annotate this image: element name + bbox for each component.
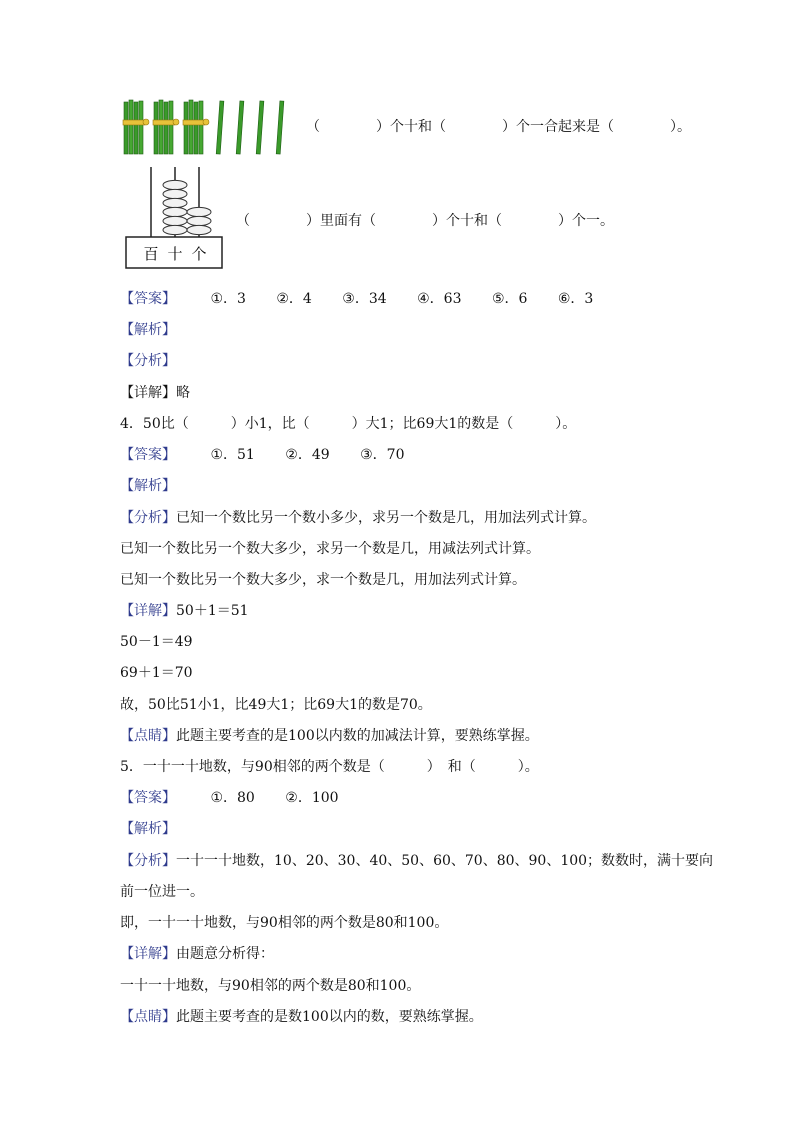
xiangjie-tag: 【详解】 <box>120 946 176 962</box>
q5-jiexi: 【解析】 <box>120 821 176 837</box>
answer-tag: 【答案】 <box>120 790 176 806</box>
q4-fenxi-line3: 已知一个数比另一个数大多少，求一个数是几，用加法列式计算。 <box>120 572 526 588</box>
dianjing-text: 此题主要考查的是数100以内的数，要熟练掌握。 <box>176 1009 483 1025</box>
fenxi-tag: 【分析】 <box>120 510 176 526</box>
abacus-label-hundreds: 百 <box>143 245 159 263</box>
answer-item: ⑤．6 <box>491 291 528 307</box>
q4-conclusion: 故，50比51小1，比49大1；比69大1的数是70。 <box>120 697 432 713</box>
q5-fenxi-line2: 前一位进一。 <box>120 884 204 900</box>
single-stick <box>276 101 284 154</box>
q4-fenxi-line1 <box>120 508 596 528</box>
q4-jiexi: 【解析】 <box>120 478 176 494</box>
q4-calc2: 50－1＝49 <box>120 634 193 650</box>
sticks-figure <box>122 98 302 158</box>
q4-xiangjie-line <box>120 601 249 621</box>
q3-xiangjie: 【详解】略 <box>120 385 190 401</box>
fenxi-text: 一十一十地数，10、20、30、40、50、60、70、80、90、100；数数时，满十要向 <box>176 853 714 869</box>
ones-beads <box>187 207 211 234</box>
answer-tag: 【答案】 <box>120 291 176 307</box>
answer-item: ③．70 <box>360 447 405 463</box>
q5-xiangjie-line <box>120 944 274 964</box>
answer-item: ①．51 <box>210 447 255 463</box>
xiangjie-tag: 【详解】 <box>120 603 176 619</box>
answer-item: ④．63 <box>417 291 462 307</box>
answer-tag: 【答案】 <box>120 447 176 463</box>
stick-bundle <box>153 100 179 154</box>
q4-calc3: 69＋1＝70 <box>120 665 193 681</box>
fenxi-tag: 【分析】 <box>120 853 176 869</box>
xiangjie-text: 由题意分析得： <box>176 946 274 962</box>
sticks-question: （ ）个十和（ ）个一合起来是（ ）。 <box>306 119 691 135</box>
q4-fenxi-line2: 已知一个数比另一个数大多少，求另一个数是几，用减法列式计算。 <box>120 541 540 557</box>
abacus-label-tens: 十 <box>167 245 183 263</box>
abacus-figure <box>124 165 234 271</box>
fenxi-text: 已知一个数比另一个数小多少，求另一个数是几，用加法列式计算。 <box>176 510 596 526</box>
q3-answer-line <box>120 289 619 309</box>
stick-bundle <box>183 100 209 154</box>
q5-fenxi-line1 <box>120 851 713 871</box>
answer-item: ⑥．3 <box>557 291 594 307</box>
calc: 50＋1＝51 <box>176 603 249 619</box>
q4-answer-line <box>120 445 430 465</box>
dianjing-tag: 【点睛】 <box>120 728 176 744</box>
q5-question: 5．一十一十地数，与90相邻的两个数是（ ） 和（ ）。 <box>120 759 539 775</box>
q5-fenxi-line3: 即，一十一十地数，与90相邻的两个数是80和100。 <box>120 915 449 931</box>
abacus-question: （ ）里面有（ ）个十和（ ）个一。 <box>236 213 614 229</box>
dianjing-tag: 【点睛】 <box>120 1009 176 1025</box>
q5-xiangjie-line2: 一十一十地数，与90相邻的两个数是80和100。 <box>120 978 421 994</box>
answer-item: ②．100 <box>285 790 339 806</box>
q4-question: 4．50比（ ）小1，比（ ）大1；比69大1的数是（ ）。 <box>120 416 577 432</box>
single-stick <box>236 101 244 154</box>
stick-bundle <box>123 100 149 154</box>
answer-item: ②．4 <box>276 291 312 307</box>
q3-fenxi: 【分析】 <box>120 353 176 369</box>
answer-item: ①．3 <box>210 291 246 307</box>
abacus-label-ones: 个 <box>191 245 207 263</box>
q5-dianjing <box>120 1007 483 1027</box>
single-stick <box>216 101 224 154</box>
answer-item: ③．34 <box>342 291 387 307</box>
answer-item: ②．49 <box>285 447 330 463</box>
single-stick <box>256 101 264 154</box>
tens-beads <box>163 180 187 234</box>
answer-item: ①．80 <box>210 790 255 806</box>
q4-dianjing <box>120 726 539 746</box>
q5-answer-line <box>120 788 365 808</box>
dianjing-text: 此题主要考查的是100以内数的加减法计算，要熟练掌握。 <box>176 728 539 744</box>
q3-jiexi: 【解析】 <box>120 322 176 338</box>
